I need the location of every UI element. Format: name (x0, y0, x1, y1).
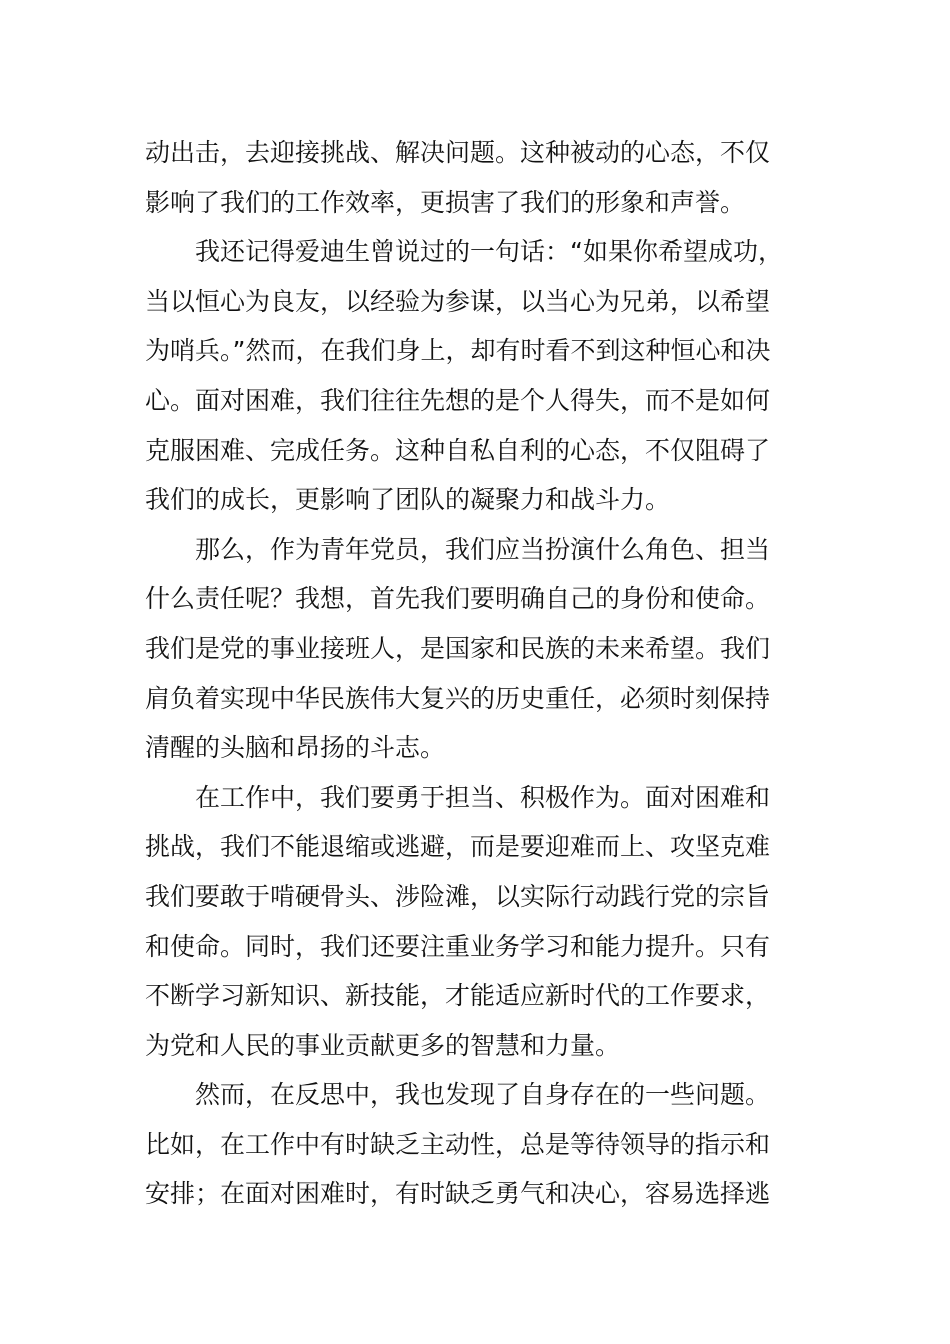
text-line: 心。面对困难，我们往往先想的是个人得失，而不是如何 (145, 385, 771, 415)
text-line: 那么，作为青年党员，我们应当扮演什么角色、担当 (195, 534, 771, 564)
text-line: 为党和人民的事业贡献更多的智慧和力量。 (145, 1030, 621, 1060)
body-text (145, 128, 810, 1219)
text-line: 我还记得爱迪生曾说过的一句话：“如果你希望成功， (195, 237, 783, 267)
text-line: 然而，在反思中，我也发现了自身存在的一些问题。 (195, 1080, 771, 1110)
text-line: 和使命。同时，我们还要注重业务学习和能力提升。只有 (145, 931, 771, 961)
text-line: 什么责任呢？我想，首先我们要明确自己的身份和使命。 (145, 584, 771, 614)
text-line: 清醒的头脑和昂扬的斗志。 (145, 733, 446, 763)
text-line: 在工作中，我们要勇于担当、积极作为。面对困难和 (195, 782, 771, 812)
text-line: 克服困难、完成任务。这种自私自利的心态，不仅阻碍了 (145, 435, 771, 465)
text-line: 不断学习新知识、新技能，才能适应新时代的工作要求， (145, 981, 771, 1011)
text-line: 我们是党的事业接班人，是国家和民族的未来希望。我们 (145, 633, 771, 663)
text-line: 当以恒心为良友，以经验为参谋，以当心为兄弟，以希望 (145, 286, 771, 316)
text-line: 比如，在工作中有时缺乏主动性，总是等待领导的指示和 (145, 1129, 771, 1159)
text-line: 动出击，去迎接挑战、解决问题。这种被动的心态，不仅 (145, 138, 771, 167)
text-line: 挑战，我们不能退缩或逃避，而是要迎难而上、攻坚克难 (145, 832, 771, 862)
text-line: 肩负着实现中华民族伟大复兴的历史重任，必须时刻保持 (145, 683, 771, 713)
text-line: 我们要敢于啃硬骨头、涉险滩，以实际行动践行党的宗旨 (145, 881, 771, 911)
text-line: 为哨兵。”然而，在我们身上，却有时看不到这种恒心和决 (145, 336, 771, 366)
text-line: 影响了我们的工作效率，更损害了我们的形象和声誉。 (145, 187, 746, 217)
text-line: 我们的成长，更影响了团队的凝聚力和战斗力。 (145, 485, 671, 515)
text-line: 安排；在面对困难时，有时缺乏勇气和决心，容易选择逃 (145, 1179, 771, 1209)
